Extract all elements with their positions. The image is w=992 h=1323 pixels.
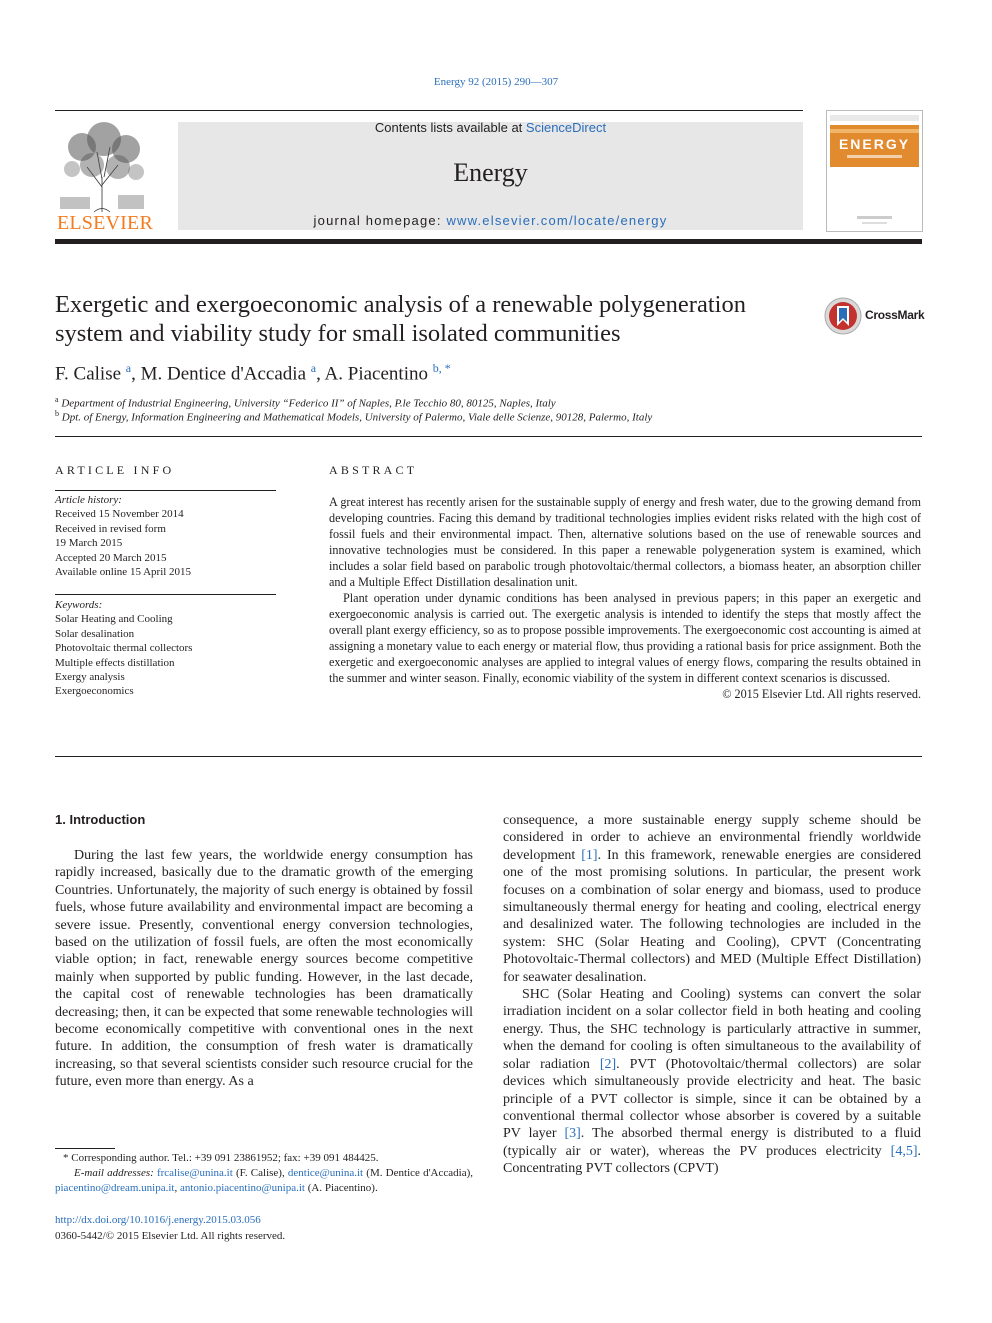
- abstract-heading: ABSTRACT: [329, 463, 418, 477]
- email-link[interactable]: dentice@unina.it: [287, 1167, 364, 1179]
- author-name: M. Dentice d'Accadia: [140, 363, 307, 385]
- author-list: F. Calise $^a$, M. Dentice d'Accadia $^a$, A. Piacentino $^{b, *}$: [55, 361, 451, 385]
- body-paragraph: SHC (Solar Heating and Cooling) systems can convert the solar irradiation incident on a solar collector field in both heating and cooling energy. Thus, the SHC technology is particularly attractive in summer, when the demand for cooling is often simultaneous to the availability of solar radiation [2]. PVT (Photovoltaic/thermal collectors) are solar devices which simultaneously provide electricity and heat. The basic principle of a PVT collector is simple, since it can be obtained by a conventional thermal collector whose absorber is covered by a suitable PV layer [3]. The absorbed thermal energy is distributed to a fluid (typically air or water), whereas the PV produces electricity [4,5]. Concentrating PVT collectors (CPVT): [503, 987, 921, 1177]
- keyword: Multiple effects distillation: [55, 656, 175, 669]
- cover-title-text: ENERGY: [838, 136, 911, 152]
- header-rule: [55, 110, 803, 111]
- history-item: 19 March 2015: [55, 537, 123, 550]
- email-link[interactable]: frcalise@unina.it: [156, 1167, 233, 1179]
- affiliation: $^b$ Dpt. of Energy, Information Engineering and Mathematical Models, University of Palermo, Viale delle Scienze, 90128, Palermo, Italy: [55, 409, 653, 424]
- section-heading: 1. Introduction: [55, 812, 146, 827]
- article-info-heading: ARTICLE INFO: [55, 463, 175, 477]
- divider: [55, 490, 276, 491]
- abstract-paragraph: Plant operation under dynamic conditions has been analysed in previous papers; in this paper an exergetic and exergoeconomic analysis is carried out. The exergetic analysis is intended to identify the steps that mostly affect the overall plant exergy efficiency, so as to propose possible improvements. The exergoeconomic cost accounting is aimed at assigning a monetary value to each energy or material flow, thus providing a rational basis for price assignment. Both the exergetic and exergoeconomic analyses are applied to integral values of energy flows, comparing the results obtained in the summer and winter season. Finally, economic viability of the system in different context scenarios is discussed.: [329, 591, 921, 685]
- email-addresses: E-mail addresses: frcalise@unina.it (F. Calise), dentice@unina.it (M. Dentice d'Accadia), piacentino@dream.unipa.it, antonio.piacentino@unipa.it (A. Piacentino).: [55, 1167, 473, 1194]
- journal-homepage: journal homepage: www.elsevier.com/locate/energy: [313, 213, 668, 228]
- citation-link[interactable]: [4,5]: [890, 1143, 918, 1159]
- sciencedirect-link[interactable]: ScienceDirect: [525, 120, 607, 135]
- body-left-column: [55, 847, 473, 1091]
- doi-block: [55, 1212, 285, 1244]
- crossmark-icon: [824, 296, 864, 336]
- author-name: F. Calise: [55, 363, 122, 385]
- contents-line: Contents lists available at ScienceDirect: [374, 120, 607, 135]
- abstract-copyright: © 2015 Elsevier Ltd. All rights reserved.: [722, 687, 921, 701]
- keywords: Keywords: Solar Heating and Cooling Solar desalination Photovoltaic thermal collectors Multiple effects distillation Exergy analysis Exergoeconomics: [55, 598, 276, 699]
- corresponding-author-note: * Corresponding author. Tel.: +39 091 23861952; fax: +39 091 484425.: [63, 1152, 379, 1164]
- journal-citation[interactable]: Energy 92 (2015) 290—307: [433, 76, 559, 88]
- citation-link[interactable]: [2]: [599, 1056, 617, 1072]
- history-item: Accepted 20 March 2015: [55, 551, 167, 564]
- homepage-link[interactable]: www.elsevier.com/locate/energy: [446, 213, 668, 228]
- keyword: Photovoltaic thermal collectors: [55, 642, 193, 655]
- footnote: [55, 1151, 473, 1196]
- journal-name: Energy: [453, 158, 528, 187]
- citation-link[interactable]: [1]: [581, 847, 598, 863]
- divider: [55, 594, 276, 595]
- footnote-rule: [55, 1148, 115, 1149]
- journal-cover-thumbnail[interactable]: [826, 110, 923, 232]
- citation-link[interactable]: [3]: [564, 1126, 581, 1142]
- article-title: Exergetic and exergoeconomic analysis of a renewable polygeneration system and viability study for small isolated communities: [55, 291, 746, 347]
- email-link[interactable]: antonio.piacentino@unipa.it: [179, 1182, 305, 1194]
- journal-cover-image: [827, 111, 922, 231]
- issn-copyright: 0360-5442/© 2015 Elsevier Ltd. All rights reserved.: [55, 1230, 286, 1242]
- keyword: Exergy analysis: [55, 671, 125, 684]
- keyword: Exergoeconomics: [55, 685, 134, 698]
- author-affil-mark[interactable]: b, *: [432, 361, 451, 375]
- keyword: Solar desalination: [55, 627, 135, 640]
- abstract-text: [329, 494, 921, 702]
- body-right-column: [503, 812, 921, 1178]
- history-item: Available online 15 April 2015: [55, 566, 192, 579]
- body-paragraph: consequence, a more sustainable energy supply scheme should be considered in order to achieve an environmental friendly worldwide development [1]. In this framework, renewable energies are considered one of the most promising solutions. In particular, the present work focuses on a combination of solar energy and biomass, used to produce simultaneously thermal energy for heating and cooling, electrical energy and desalinized water. The following technologies are included in the system: SHC (Solar Heating and Cooling), CPVT (Concentrating Photovoltaic-Thermal collectors) and MED (Multiple Effect Distillation) for seawater desalination.: [503, 813, 921, 985]
- history-item: Received 15 November 2014: [55, 508, 184, 521]
- elsevier-wordmark: ELSEVIER: [56, 212, 154, 234]
- keyword: Solar Heating and Cooling: [55, 613, 173, 626]
- doi-link[interactable]: http://dx.doi.org/10.1016/j.energy.2015.03.056: [55, 1214, 261, 1226]
- author-affil-mark[interactable]: a: [310, 361, 317, 375]
- history-item: Received in revised form: [55, 522, 166, 535]
- divider: [55, 756, 922, 757]
- article-history: Article history: Received 15 November 2014 Received in revised form 19 March 2015 Accepted 20 March 2015 Available online 15 April 2015: [55, 493, 276, 579]
- body-paragraph: During the last few years, the worldwide energy consumption has rapidly increased, basically due to the dramatic growth of the emerging Countries. Unfortunately, the majority of such energy is obtained by fossil fuels, whose future availability and environmental impact are becoming a severe issue. Presently, conventional energy conversion technologies, based on the utilization of fossil fuels, are often the most economically viable option; in fact, renewable energy sources become competitive mainly when supported by public funding. However, in the last decade, the capital cost of renewable technologies has been dramatically decreasing; then, it can be expected that some renewable technologies will become economically competitive with conventional ones in the next future. In addition, the consumption of fresh water is dramatically increasing, so that several scientists consider such resource crucial for the future, even more than energy. As a: [55, 848, 473, 1090]
- crossmark-label: CrossMark: [865, 308, 925, 322]
- author-affil-mark[interactable]: a: [125, 361, 132, 375]
- abstract-paragraph: A great interest has recently arisen for the sustainable supply of energy and fresh water, due to the growing demand from developing countries. Facing this demand by traditional technologies implies evident risks related with the high cost of fossil fuels and their environmental impact. Then, alternative solutions based on the use of renewable sources and innovative technologies must be considered. In this paper a renewable polygeneration system is examined, which includes a solar field based on parabolic trough photovoltaic/thermal collectors, a biomass heater, an absorption chiller and a Multiple Effect Distillation desalination unit.: [329, 495, 921, 589]
- affiliation: $^a$ Department of Industrial Engineering, University “Federico II” of Naples, P.le Tecchio 80, 80125, Naples, Italy: [55, 395, 556, 410]
- crossmark-badge[interactable]: [824, 296, 924, 336]
- author-name: A. Piacentino: [324, 363, 428, 385]
- divider: [55, 436, 922, 437]
- email-link[interactable]: piacentino@dream.unipa.it: [55, 1182, 175, 1194]
- header-thick-rule: [55, 239, 922, 244]
